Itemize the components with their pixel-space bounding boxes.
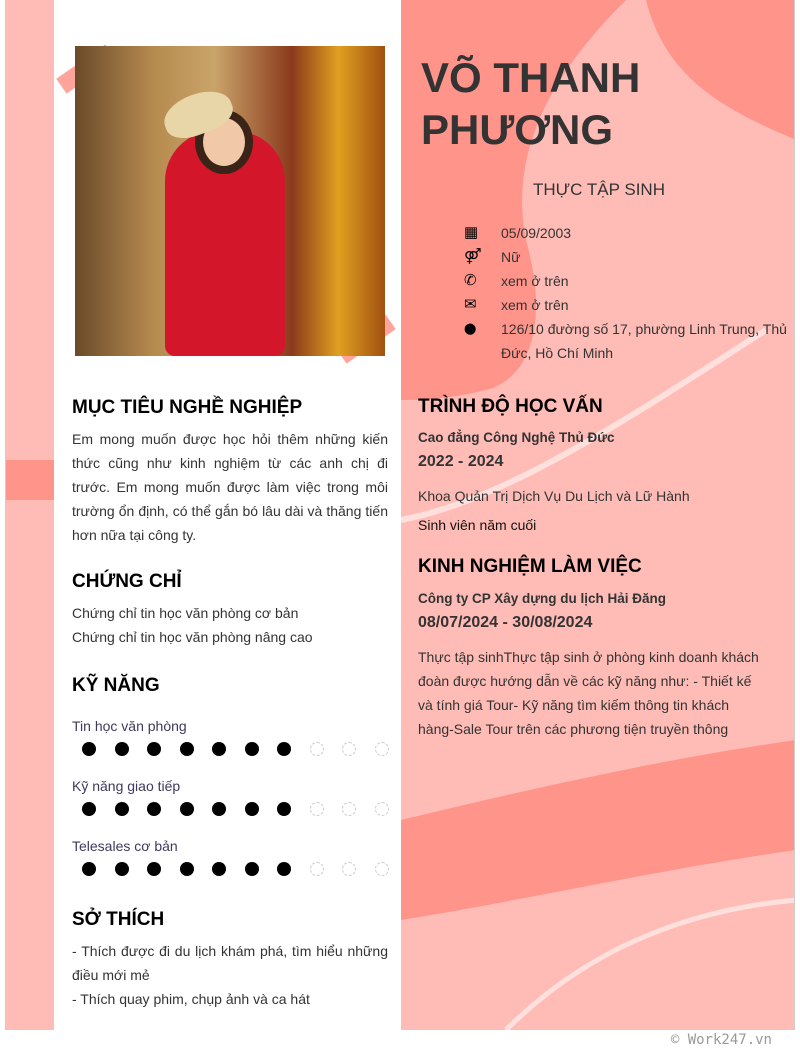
skill-rating — [82, 742, 389, 756]
rating-dot-filled — [245, 862, 259, 876]
certificate-item: Chứng chỉ tin học văn phòng nâng cao — [72, 629, 313, 645]
rating-dot-filled — [115, 742, 129, 756]
rating-dot-filled — [147, 802, 161, 816]
contact-gender: ⚤ Nữ — [464, 245, 791, 269]
certificate-item: Chứng chỉ tin học văn phòng cơ bản — [72, 605, 299, 621]
rating-dot-filled — [82, 742, 96, 756]
rating-dot-empty — [375, 742, 389, 756]
rating-dot-empty — [375, 802, 389, 816]
objective-text: Em mong muốn được học hỏi thêm những kiến thức cũng như kinh nghiệm từ các anh chị đi trước. Em mong muốn được làm việc trong môi trường ổn định, có thể gắn bó lâu dài và thăng tiến hơn nữa tại công ty. — [72, 431, 388, 543]
hobby-item: - Thích được đi du lịch khám phá, tìm hiểu những điều mới mẻ — [72, 943, 388, 983]
contact-address: ⬤ 126/10 đường số 17, phường Linh Trung, Thủ Đức, Hồ Chí Minh — [464, 317, 791, 365]
envelope-icon: ✉ — [464, 296, 477, 313]
phone-icon: ✆ — [464, 272, 477, 289]
education-period: 2022 - 2024 — [418, 453, 504, 470]
rating-dot-filled — [277, 862, 291, 876]
rating-dot-filled — [212, 802, 226, 816]
education-note: Sinh viên năm cuối — [418, 517, 537, 533]
contact-phone: ✆ xem ở trên — [464, 269, 791, 293]
experience-heading: KINH NGHIỆM LÀM VIỆC — [418, 556, 642, 577]
rating-dot-filled — [180, 742, 194, 756]
skill-rating — [82, 862, 389, 876]
objective-heading: MỤC TIÊU NGHỀ NGHIỆP — [72, 397, 303, 418]
cv-page — [5, 0, 795, 1030]
education-heading: TRÌNH ĐỘ HỌC VẤN — [418, 396, 603, 417]
rating-dot-filled — [277, 802, 291, 816]
education-school: Cao đẳng Công Nghệ Thủ Đức — [418, 430, 615, 445]
rating-dot-empty — [342, 742, 356, 756]
rating-dot-filled — [147, 742, 161, 756]
skill-name: Telesales cơ bản — [72, 838, 178, 854]
education-major: Khoa Quản Trị Dịch Vụ Du Lịch và Lữ Hành — [418, 488, 690, 504]
rating-dot-empty — [342, 802, 356, 816]
rating-dot-filled — [147, 862, 161, 876]
experience-company: Công ty CP Xây dựng du lịch Hải Đăng — [418, 591, 667, 606]
rating-dot-filled — [115, 802, 129, 816]
rating-dot-filled — [180, 862, 194, 876]
skill-name: Tin học văn phòng — [72, 718, 187, 734]
contact-email: ✉ xem ở trên — [464, 293, 791, 317]
rating-dot-filled — [245, 802, 259, 816]
map-marker-icon: ⬤ — [464, 323, 477, 335]
job-title: THỰC TẬP SINH — [533, 180, 665, 199]
rating-dot-filled — [212, 862, 226, 876]
rating-dot-empty — [310, 742, 324, 756]
contact-birthday: ▦ 05/09/2003 — [464, 221, 791, 245]
profile-photo — [75, 46, 385, 356]
rating-dot-filled — [245, 742, 259, 756]
rating-dot-filled — [115, 862, 129, 876]
rating-dot-filled — [180, 802, 194, 816]
certificates-heading: CHỨNG CHỈ — [72, 571, 182, 592]
rating-dot-empty — [375, 862, 389, 876]
rating-dot-filled — [277, 742, 291, 756]
rating-dot-empty — [310, 802, 324, 816]
skill-rating — [82, 802, 389, 816]
experience-period: 08/07/2024 - 30/08/2024 — [418, 614, 593, 631]
gender-icon: ⚤ — [464, 248, 482, 265]
hobbies-heading: SỞ THÍCH — [72, 909, 165, 930]
experience-description: Thực tập sinhThực tập sinh ở phòng kinh doanh khách đoàn được hướng dẫn về các kỹ năng như: - Thiết kế và tính giá Tour- Kỹ năng tìm kiếm thông tin khách hàng-Sale Tour trên các phương tiện truyền thông — [418, 649, 759, 737]
full-name: VÕ THANH PHƯƠNG — [421, 54, 641, 153]
rating-dot-filled — [82, 862, 96, 876]
rating-dot-filled — [212, 742, 226, 756]
hobby-item: - Thích quay phim, chụp ảnh và ca hát — [72, 991, 310, 1007]
skills-heading: KỸ NĂNG — [72, 675, 160, 696]
calendar-icon: ▦ — [464, 224, 479, 241]
rating-dot-empty — [342, 862, 356, 876]
skill-name: Kỹ năng giao tiếp — [72, 778, 181, 794]
footer-watermark: © Work247.vn — [670, 1032, 772, 1048]
rating-dot-filled — [82, 802, 96, 816]
rating-dot-empty — [310, 862, 324, 876]
